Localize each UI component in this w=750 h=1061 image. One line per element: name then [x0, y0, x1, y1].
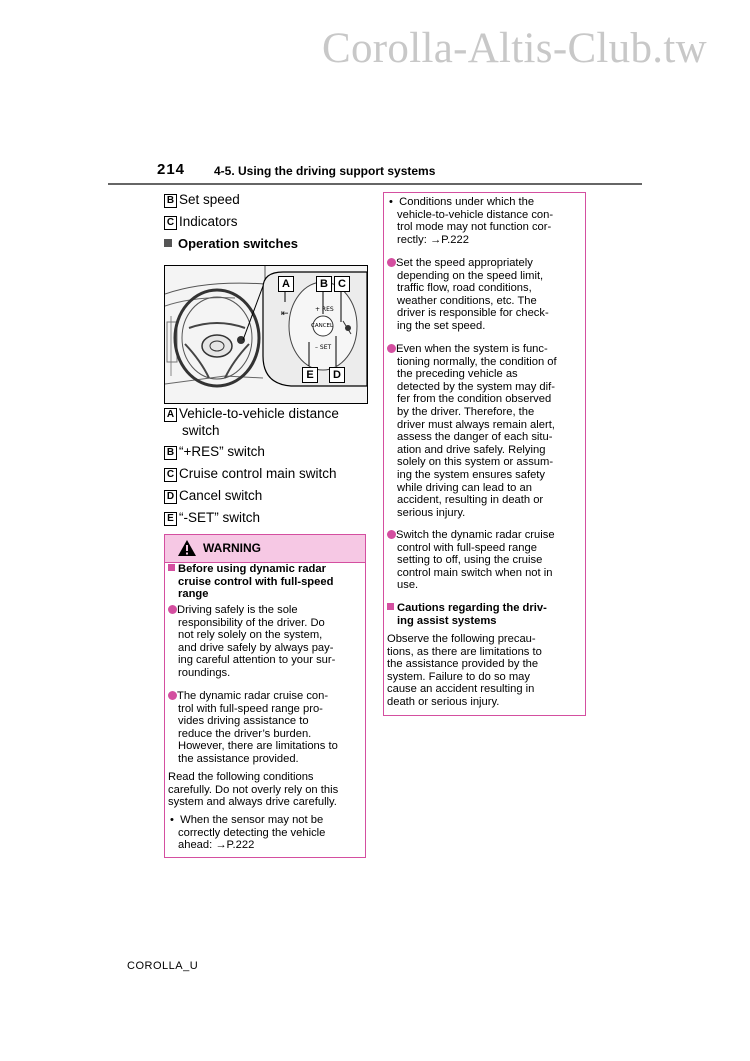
right-paragraph-2: Set the speed appropriately depending on the speed limit, traffic flow, road conditions, weather conditions, etc. The driver is responsible for check- ing the set speed.	[387, 257, 582, 333]
legend-label: Set speed	[179, 192, 240, 207]
pink-bullet-icon	[387, 258, 396, 267]
footer-model-code: COROLLA_U	[127, 960, 199, 972]
warning-title: WARNING	[203, 541, 261, 555]
letter-label: C	[164, 468, 177, 482]
operation-switches-heading: Operation switches	[164, 236, 298, 251]
letter-label: B	[164, 194, 177, 208]
legend-label-cont: switch	[182, 423, 220, 438]
page-number: 214	[157, 161, 186, 178]
letter-label: B	[164, 446, 177, 460]
warning-triangle-icon	[177, 539, 197, 557]
legend-label: Vehicle-to-vehicle distance	[179, 406, 339, 421]
set-switch-label: – SET	[315, 344, 332, 351]
legend-item-res-switch	[164, 443, 265, 460]
steering-wheel-figure	[164, 265, 368, 404]
letter-label: D	[164, 490, 177, 504]
warning-paragraph-1: Driving safely is the sole responsibility of the driver. Do not rely solely on the system, and drive safely by always pay- ing careful attention to your sur- roundings.	[168, 604, 363, 680]
section-title: 4-5. Using the driving support systems	[214, 164, 436, 178]
letter-label: C	[164, 216, 177, 230]
header-rule	[108, 183, 642, 185]
legend-label: “-SET” switch	[179, 510, 260, 525]
warning-paragraph-4: • When the sensor may not be correctly detecting the vehicle ahead: →P.222	[170, 814, 326, 852]
warning-header	[165, 535, 365, 563]
letter-label: A	[164, 408, 177, 422]
warning-paragraph-2: The dynamic radar cruise con- trol with full-speed range pro- vides driving assistance to reduce the driver’s burden. However, there are limitations to the assistance provided.	[168, 690, 363, 766]
callout-d: D	[329, 367, 345, 383]
callout-b: B	[316, 276, 332, 292]
callout-c: C	[334, 276, 350, 292]
watermark: Corolla-Altis-Club.tw	[322, 25, 707, 72]
letter-label: E	[164, 512, 177, 526]
right-paragraph-5: Observe the following precau- tions, as there are limitations to the assistance provided by the system. Failure to do so may cause an accident resulting in death or serious injury.	[387, 633, 542, 708]
legend-item-set-switch	[164, 509, 260, 526]
callout-a: A	[278, 276, 294, 292]
pink-square-icon	[168, 564, 175, 571]
legend-item-cancel-switch	[164, 487, 262, 504]
warning-paragraph-3: Read the following conditions carefully. Do not overly rely on this system and always drive carefully.	[168, 771, 339, 809]
legend-label: Indicators	[179, 214, 238, 229]
legend-item-indicators	[164, 213, 238, 230]
callout-leader-lines	[165, 266, 367, 403]
legend-item-main-switch	[164, 465, 337, 482]
svg-text:⇤: ⇤	[281, 309, 289, 319]
pink-bullet-icon	[387, 344, 396, 353]
pink-bullet-icon	[168, 691, 177, 700]
legend-label: “+RES” switch	[179, 444, 265, 459]
pink-bullet-icon	[387, 530, 396, 539]
warning-heading: Before using dynamic radar cruise control with full-speed range	[168, 563, 373, 601]
right-cautions-heading: Cautions regarding the driv- ing assist systems	[387, 602, 582, 627]
right-paragraph-1: • Conditions under which the vehicle-to-vehicle distance con- trol mode may not function cor- rectly: →P.222	[389, 196, 554, 246]
pink-bullet-icon	[168, 605, 177, 614]
square-bullet-icon	[164, 239, 172, 247]
legend-label: Cruise control main switch	[179, 466, 337, 481]
pink-square-icon	[387, 603, 394, 610]
right-paragraph-3: Even when the system is func- tioning normally, the condition of the preceding vehicle as detected by the system may dif- fer from the condition observed by the driver. Therefore, the driver must always remain alert, assess the danger of each situ- ation and drive safely. Relying solely on this system or assum- ing the system ensures safety while driving can lead to an accident, resulting in death or serious injury.	[387, 343, 582, 519]
cancel-switch-label: CANCEL	[311, 323, 334, 329]
res-switch-label: + RES	[315, 306, 334, 313]
legend-label: Cancel switch	[179, 488, 263, 503]
right-paragraph-4: Switch the dynamic radar cruise control with full-speed range setting to off, using the cruise control main switch when not in use.	[387, 529, 582, 592]
legend-item-distance-switch	[164, 405, 339, 439]
legend-item-set-speed	[164, 191, 240, 208]
callout-e: E	[302, 367, 318, 383]
